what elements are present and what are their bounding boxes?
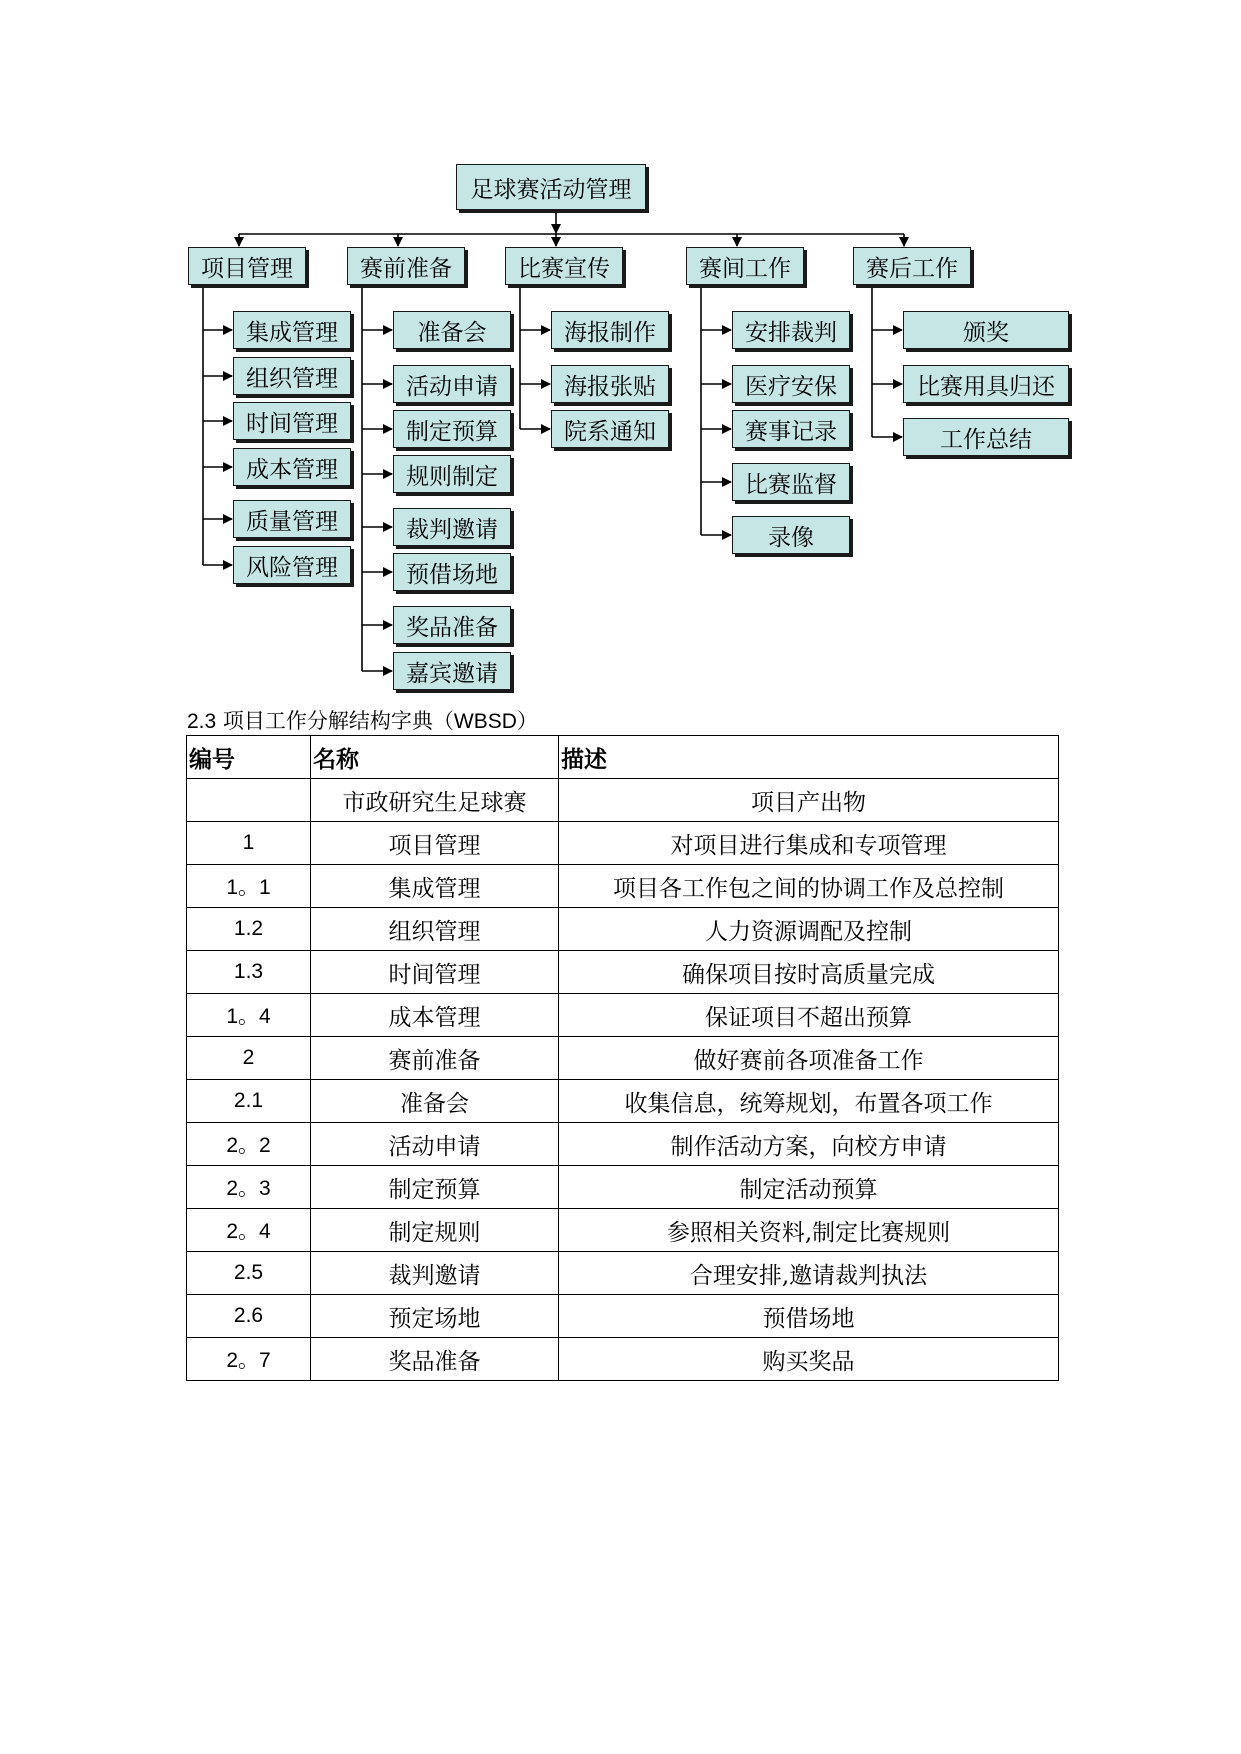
table-row — [187, 908, 1059, 951]
cell-number: 2。3 — [187, 1166, 311, 1209]
wbs-child-node: 预借场地 — [393, 553, 511, 591]
child-arrow — [722, 379, 732, 389]
cell-description: 做好赛前各项准备工作 — [559, 1037, 1059, 1080]
wbs-child-node: 成本管理 — [233, 448, 351, 486]
cell-name: 成本管理 — [311, 994, 559, 1037]
wbs-root-node: 足球赛活动管理 — [456, 164, 646, 210]
wbs-child-node: 赛事记录 — [732, 410, 850, 448]
root-arrow — [551, 224, 561, 234]
wbs-child-node: 安排裁判 — [732, 311, 850, 349]
wbs-level1-node: 赛前准备 — [347, 247, 465, 285]
cell-name: 市政研究生足球赛 — [311, 779, 559, 822]
cell-name: 裁判邀请 — [311, 1252, 559, 1295]
cell-number: 2.5 — [187, 1252, 311, 1295]
wbs-child-node: 工作总结 — [903, 418, 1069, 456]
table-row — [187, 865, 1059, 908]
cell-number: 2。2 — [187, 1123, 311, 1166]
cell-number: 2.6 — [187, 1295, 311, 1338]
child-arrow — [383, 325, 393, 335]
cell-name: 制定预算 — [311, 1166, 559, 1209]
child-arrow — [893, 379, 903, 389]
wbs-child-node: 录像 — [732, 516, 850, 554]
wbs-child-node: 院系通知 — [551, 410, 669, 448]
wbs-child-node: 准备会 — [393, 311, 511, 349]
cell-name: 制定规则 — [311, 1209, 559, 1252]
wbs-child-node: 海报制作 — [551, 311, 669, 349]
wbs-child-node: 时间管理 — [233, 402, 351, 440]
wbs-child-node: 比赛监督 — [732, 463, 850, 501]
cell-number: 1 — [187, 822, 311, 865]
caption-number: 2.3 — [187, 710, 217, 733]
cell-number: 2。4 — [187, 1209, 311, 1252]
child-arrow — [541, 424, 551, 434]
cell-number: 2 — [187, 1037, 311, 1080]
child-arrow — [722, 477, 732, 487]
section-caption — [187, 705, 538, 735]
child-arrow — [223, 462, 233, 472]
cell-description: 参照相关资料,制定比赛规则 — [559, 1209, 1059, 1252]
wbs-level1-node: 比赛宣传 — [505, 247, 623, 285]
table-row — [187, 1295, 1059, 1338]
cell-description: 购买奖品 — [559, 1338, 1059, 1381]
wbs-child-node: 医疗安保 — [732, 365, 850, 403]
child-arrow — [383, 567, 393, 577]
cell-description: 项目各工作包之间的协调工作及总控制 — [559, 865, 1059, 908]
cell-number: 1。1 — [187, 865, 311, 908]
wbs-child-node: 比赛用具归还 — [903, 365, 1069, 403]
wbs-child-node: 活动申请 — [393, 365, 511, 403]
wbs-level1-node: 赛后工作 — [853, 247, 971, 285]
wbs-child-node: 嘉宾邀请 — [393, 652, 511, 690]
cell-description: 对项目进行集成和专项管理 — [559, 822, 1059, 865]
cell-description: 确保项目按时高质量完成 — [559, 951, 1059, 994]
child-arrow — [893, 325, 903, 335]
caption-paren-open: （ — [432, 709, 454, 733]
table-row — [187, 779, 1059, 822]
level1-arrow — [551, 237, 561, 247]
table-row — [187, 1037, 1059, 1080]
cell-number: 1。4 — [187, 994, 311, 1037]
child-arrow — [383, 620, 393, 630]
cell-name: 准备会 — [311, 1080, 559, 1123]
header-number: 编号 — [187, 736, 311, 779]
child-arrow — [383, 469, 393, 479]
child-arrow — [541, 325, 551, 335]
caption-text: 项目工作分解结构字典 — [222, 709, 433, 733]
wbs-child-node: 质量管理 — [233, 500, 351, 538]
cell-number: 2。7 — [187, 1338, 311, 1381]
wbs-child-node: 规则制定 — [393, 455, 511, 493]
cell-number: 1.2 — [187, 908, 311, 951]
wbs-child-node: 风险管理 — [233, 546, 351, 584]
level1-arrow — [732, 237, 742, 247]
table-row — [187, 822, 1059, 865]
wbs-child-node: 集成管理 — [233, 311, 351, 349]
cell-name: 组织管理 — [311, 908, 559, 951]
caption-paren-close: ） — [516, 709, 538, 733]
table-row — [187, 1166, 1059, 1209]
cell-name: 预定场地 — [311, 1295, 559, 1338]
child-arrow — [722, 424, 732, 434]
cell-description: 制定活动预算 — [559, 1166, 1059, 1209]
child-arrow — [223, 416, 233, 426]
table-row — [187, 1252, 1059, 1295]
wbs-child-node: 裁判邀请 — [393, 508, 511, 546]
child-arrow — [383, 424, 393, 434]
cell-description: 制作活动方案，向校方申请 — [559, 1123, 1059, 1166]
child-arrow — [223, 325, 233, 335]
wbsd-table — [186, 735, 1059, 1381]
wbs-child-node: 颁奖 — [903, 311, 1069, 349]
cell-number: 1.3 — [187, 951, 311, 994]
table-header-row — [187, 736, 1059, 779]
cell-description: 合理安排,邀请裁判执法 — [559, 1252, 1059, 1295]
cell-name: 赛前准备 — [311, 1037, 559, 1080]
table-row — [187, 1209, 1059, 1252]
wbs-child-node: 制定预算 — [393, 410, 511, 448]
cell-description: 保证项目不超出预算 — [559, 994, 1059, 1037]
child-arrow — [383, 379, 393, 389]
wbs-connectors — [0, 0, 1241, 700]
level1-arrow — [393, 237, 403, 247]
child-arrow — [383, 522, 393, 532]
table-row — [187, 951, 1059, 994]
child-arrow — [722, 325, 732, 335]
child-arrow — [383, 666, 393, 676]
cell-description: 人力资源调配及控制 — [559, 908, 1059, 951]
cell-name: 集成管理 — [311, 865, 559, 908]
wbs-level1-node: 赛间工作 — [686, 247, 804, 285]
cell-number: 2.1 — [187, 1080, 311, 1123]
cell-name: 时间管理 — [311, 951, 559, 994]
child-arrow — [541, 379, 551, 389]
wbs-child-node: 组织管理 — [233, 357, 351, 395]
child-arrow — [223, 560, 233, 570]
wbs-level1-node: 项目管理 — [188, 247, 306, 285]
child-arrow — [223, 514, 233, 524]
header-description: 描述 — [559, 736, 1059, 779]
wbs-child-node: 海报张贴 — [551, 365, 669, 403]
cell-number — [187, 779, 311, 822]
caption-abbr: WBSD — [453, 710, 517, 733]
cell-description: 项目产出物 — [559, 779, 1059, 822]
table-body — [187, 779, 1059, 1381]
cell-name: 项目管理 — [311, 822, 559, 865]
table-row — [187, 1080, 1059, 1123]
child-arrow — [223, 371, 233, 381]
table-row — [187, 994, 1059, 1037]
cell-name: 活动申请 — [311, 1123, 559, 1166]
table-row — [187, 1123, 1059, 1166]
child-arrow — [893, 432, 903, 442]
child-arrow — [722, 530, 732, 540]
cell-name: 奖品准备 — [311, 1338, 559, 1381]
cell-description: 收集信息，统筹规划，布置各项工作 — [559, 1080, 1059, 1123]
level1-arrow — [234, 237, 244, 247]
level1-arrow — [899, 237, 909, 247]
header-name: 名称 — [311, 736, 559, 779]
table-row — [187, 1338, 1059, 1381]
wbs-child-node: 奖品准备 — [393, 606, 511, 644]
cell-description: 预借场地 — [559, 1295, 1059, 1338]
